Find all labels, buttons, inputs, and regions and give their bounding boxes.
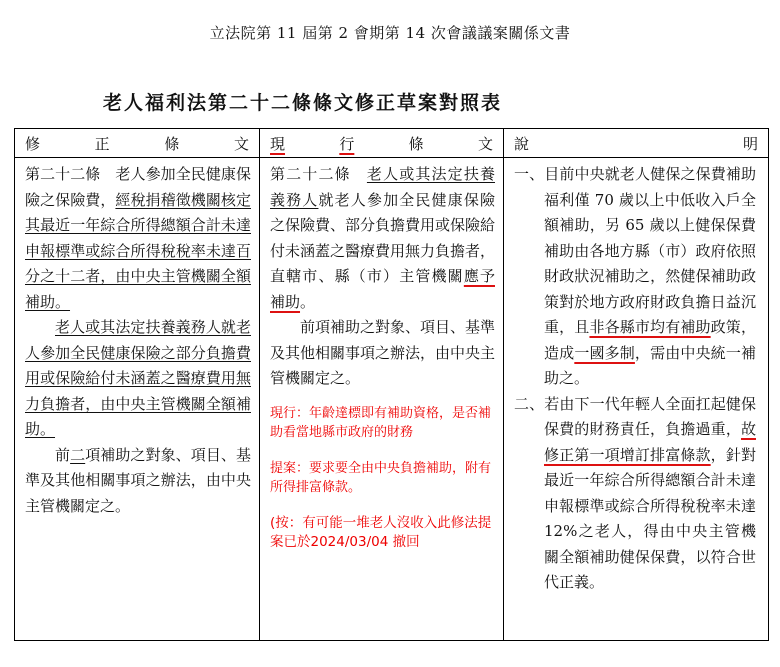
- text-span: 就老人參加全民健康保險之保險費、部分負擔費用或保險給付未涵蓋之醫療費用無力負擔者，直轄市、縣（市）主管機關: [270, 190, 496, 285]
- header-char: 現: [270, 134, 286, 153]
- amended-text-cell: [15, 158, 260, 641]
- current-text-cell: [260, 158, 504, 641]
- text-span: 前: [55, 445, 71, 464]
- annotation-notes: [260, 404, 503, 552]
- highlighted-text: 應予補助: [270, 267, 495, 311]
- column-header-explanation: [504, 129, 769, 158]
- header-char: 行: [339, 134, 355, 153]
- underlined-text: 經稅捐稽徵機關核定其最近一年綜合所得總額合計未達申報標準或綜合所得稅稅率未達百分之十二者，由中央主管機關全額補助。: [25, 190, 251, 311]
- header-char: 條: [408, 134, 424, 153]
- header-char: 文: [233, 134, 249, 153]
- text-span: ，針對最近一年綜合所得總額合計未達申報標準或綜合所得稅稅率未達 12%之老人，得由中央主管機關全額補助健保保費，以符合世代正義。: [544, 445, 756, 591]
- note-current: 現行：年齡達標即有補助資格，是否補助看當地縣市政府的財務: [270, 405, 492, 440]
- amended-paragraph-3: [25, 443, 251, 520]
- note-withdrawn: (按：有可能一堆老人沒收入此修法提案已於2024/03/04 撤回: [270, 514, 492, 550]
- text-span: 二、若由下一代年輕人全面扛起健保保費的財務責任，負擔過重，: [514, 394, 756, 438]
- text-span: 一、目前中央就老人健保之保費補助福利僅 70 歲以上中低收入戶全額補助，另 65 歲以上健保保費補助由各地方縣（市）政府依照財政狀況補助之，然健保補助政策對於地方政府財政負擔日益沉重，且: [514, 165, 756, 336]
- header-char: 明: [742, 134, 758, 153]
- current-paragraph-1: [270, 162, 495, 315]
- highlighted-text: 故修正第一項增訂排富條款: [544, 420, 756, 464]
- column-header-amended: [15, 129, 260, 158]
- header-char: 修: [25, 134, 41, 153]
- header-char: 正: [94, 134, 110, 153]
- document-header: 立法院第 11 屆第 2 會期第 14 次會議議案關係文書: [209, 24, 571, 42]
- explanation-item-2: [514, 392, 756, 596]
- explanation-cell: [504, 158, 769, 641]
- document-title: 老人福利法第二十二條條文修正草案對照表: [103, 92, 503, 114]
- text-span: 政策，造成: [544, 318, 756, 362]
- header-char: 文: [477, 134, 493, 153]
- highlighted-text: 非各縣市均有補助: [589, 318, 711, 336]
- text-span: 第二十二條: [270, 165, 367, 183]
- amended-paragraph-1: [25, 162, 251, 315]
- underlined-text: 二: [70, 445, 86, 464]
- text-span: ，需由中央統一補助之。: [544, 343, 756, 387]
- current-paragraph-2: 前項補助之對象、項目、基準及其他相關事項之辦法，由中央主管機關定之。: [270, 318, 496, 387]
- comparison-table: [14, 128, 769, 641]
- text-span: 。: [300, 292, 316, 311]
- header-char: 說: [514, 134, 530, 153]
- highlighted-text: 一國多制: [574, 343, 635, 362]
- note-proposal: 提案：要求要全由中央負擔補助，附有所得排富條款。: [270, 460, 492, 495]
- underlined-text: 老人或其法定扶養義務人: [270, 165, 495, 209]
- explanation-item-1: [514, 162, 756, 392]
- text-span: 第二十二條 老人參加全民健康保險之保險費，: [25, 165, 251, 209]
- text-span: 項補助之對象、項目、基準及其他相關事項之辦法，由中央主管機關定之。: [25, 445, 251, 515]
- column-header-current: [260, 129, 504, 158]
- underlined-text: 老人或其法定扶養義務人就老人參加全民健康保險之部分負擔費用或保險給付未涵蓋之醫療費用無力負擔者，由中央主管機關全額補助。: [25, 318, 251, 438]
- amended-paragraph-2: [25, 315, 251, 443]
- header-char: 條: [164, 134, 180, 153]
